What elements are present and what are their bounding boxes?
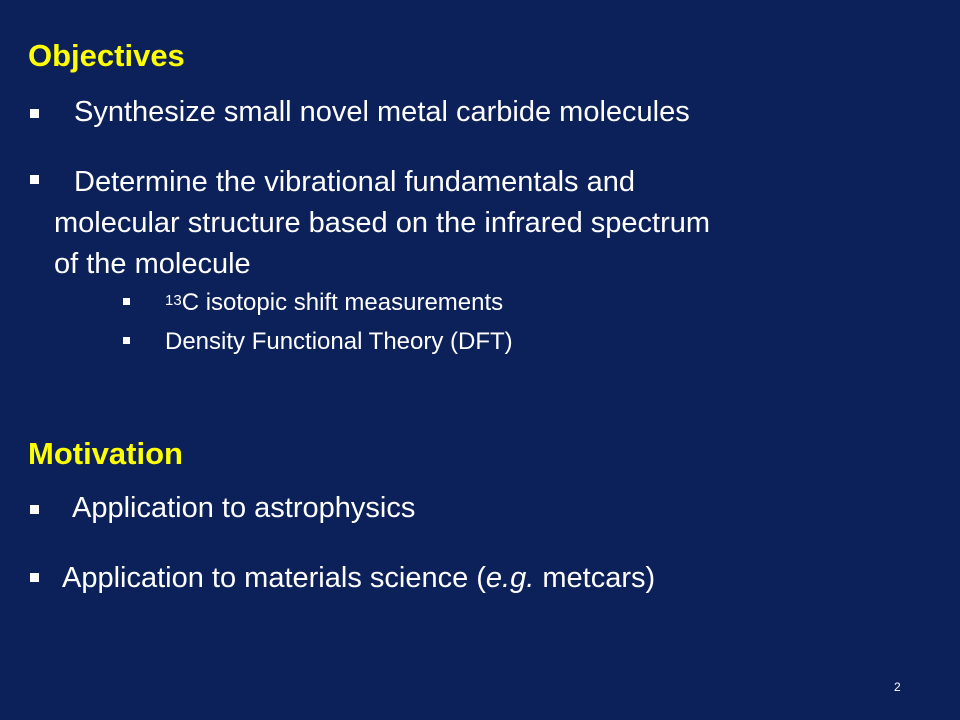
sub-bullet-icon xyxy=(123,298,130,305)
bullet-icon xyxy=(30,505,39,514)
materials-text-post: metcars) xyxy=(534,562,656,594)
sub-bullet-icon xyxy=(123,337,130,344)
objectives-heading: Objectives xyxy=(28,38,185,73)
page-number: 2 xyxy=(894,680,901,694)
bullet-icon xyxy=(30,573,39,582)
motivation-item-astrophysics: Application to astrophysics xyxy=(72,492,416,524)
objective-item-determine-line2: molecular structure based on the infrared spectrum xyxy=(54,207,711,239)
objective-item-determine-line1: Determine the vibrational fundamentals and xyxy=(74,166,635,198)
motivation-heading: Motivation xyxy=(28,436,183,471)
materials-text-eg: e.g. xyxy=(485,562,535,594)
objective-item-synthesize: Synthesize small novel metal carbide molecules xyxy=(74,96,690,128)
sub-item-isotopic-shift xyxy=(165,288,503,318)
objective-item-determine-line3: of the molecule xyxy=(54,248,251,280)
materials-text-pre: Application to materials science ( xyxy=(62,562,486,594)
bullet-icon xyxy=(30,175,39,184)
isotope-superscript: 13 xyxy=(165,292,182,309)
sub-item-dft: Density Functional Theory (DFT) xyxy=(165,328,513,355)
motivation-item-materials xyxy=(62,559,655,597)
bullet-icon xyxy=(30,109,39,118)
isotope-text: C isotopic shift measurements xyxy=(181,289,504,316)
